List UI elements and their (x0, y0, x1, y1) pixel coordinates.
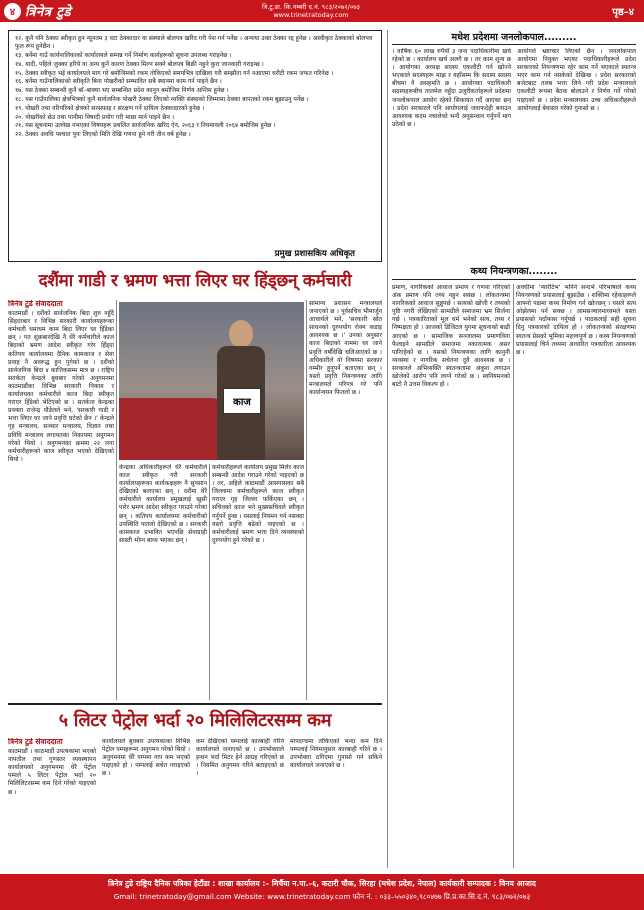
notice-item: १८. यस गाउँपालिका क्षेत्रभित्रको कुनै सार्वजनिक पोखरी ठेक्का लिएको व्यक्ति संस्थाको जिम्मामा ठेक्का बापतको रकम बुझाउनु पर्नेछ । (15, 96, 309, 104)
person-head (229, 320, 253, 348)
article2-column-2: कार्यालयले बुधबार उपत्यकाका विभिन्न पेट्रोल पम्पहरूमा अनुगमन गरेको थियो । अनुगमनमा धेरै पम्पमा नाप कम भएको पाइएको हो । पम्पलाई सचेत गराइएको छ । (102, 738, 190, 778)
article-column: । वार्षिक ६० लाख रुपैयाँ ३ जना पदाधिकारीमा खर्च रहेको छ । कार्यालय खर्च अलगै छ । तर काम शून्य छ । आयोगका अध्यक्ष सदस्य एकलौटी गर्न खोज्ने भएकाले सदस्यहरू माझ र यहाँसम्म कि सदस्य सदस्य बीचमा नै असहमति छ । आयोगका पदाधिकारी सदस्यहरूबीच तालमेल नहुँदा उजुरीकर्ताहरूले प्रदेशमा जनलोकपाल आयोग रहेको सिकायत गर्दै आएका छन् । प्रदेश सरकारले पनि आयोगलाई जवाफदेही बनाउन आवश्यक कदम नचालेको भन्दै अनुसन्धान गर्नुपर्ने माग उठेको छ । (392, 48, 511, 128)
footer-bar (0, 874, 644, 910)
notice-item: २१. यस सूचनामा उल्लेख नभएका विषयहरू प्रचलित सार्वजनिक खरिद ऐन, २०६३ र नियमावली २०६४ बमोजिम हुनेछ । (15, 122, 276, 130)
notice-item: २०. पोखरीको छेउ तथा पानीमा विषादी प्रयोग गरी माछा मार्न पाइने छैन । (15, 113, 175, 121)
right-top-heading: मधेश प्रदेशमा जनलोकपाल......... (392, 30, 636, 45)
article2-column-1 (8, 738, 96, 868)
masthead-brand (4, 2, 71, 20)
notice-item: १६. बर्नेमा गाउँपालिकाको स्वीकृति बिना पोखरीको सम्भावित सबै स्थानमा काम गर्न पाइने छैन । (15, 78, 222, 86)
notice-item: १९. पोखरी तथा वरिपरिको क्षेत्रको सरसफाइ र संरक्षण गर्ने दायित्व ठेक्कादारको हुनेछ । (15, 104, 205, 112)
article1-column-4: सामान्य प्रशासन मन्त्रालयले जनाएको छ । पूर्वसचिव भीमार्जुन आचार्यले भने, 'सरकारी स्रोत साधनको दुरुपयोग रोक्न कडाइ आवश्यक छ ।' उनका अनुसार काज बिदाको नाममा घर जाने प्रवृत्ति वर्षौंदेखि चलिआएको छ । अधिकारीले यो विषयमा सरकार गम्भीर हुनुपर्ने बताएका छन् । यस्तो प्रवृत्ति नियन्त्रणका लागि मन्त्रालयले परिपत्र गरे पनि कार्यान्वयन फितलो छ । (309, 300, 382, 397)
column-section-heading: कथ्य नियन्त्रणका........ (392, 264, 636, 280)
article2-headline: ५ लिटर पेट्रोल भर्दा २० मिलिलिटरसम्म कम (58, 710, 332, 731)
website-line: www.trinetratoday.com (273, 11, 349, 19)
article2-column-3: कम देखिएको पम्पलाई कारबाही गरिने कार्यालयले जनाएको छ । उपभोक्ताले इन्धन भर्दा मिटर हेर्न आग्रह गरिएको छ । नियमित अनुगमन गरिने बताइएको छ । (196, 738, 284, 778)
article2-text: काठमाडौं । काठमाडौं उपत्यकामा भएको नापतौल तथा गुणस्तर व्यवस्थापन कार्यालयको अनुगमनमा धेरै पेट्रोल पम्पले ५ लिटर पेट्रोल भर्दा २० मिलिलिटरसम्म कम दिने गरेको पाइएको छ । (8, 748, 96, 796)
article2-byline: त्रिनेत्र टुडे संवाददाता (8, 738, 63, 746)
article-column: आयोगले भ्रष्टाचार लिएको छैन । जनलोकपाल आयोगमा नियुक्त भएका पदाधिकारीहरूले प्रदेश सरकारको नियन्त्रणमा रहेर काम गर्ने भएकाले स्वतन्त्र भएर काम गर्न नसकेको देखिन्छ । प्रदेश सरकारको बजेटबाट तलब भत्ता लिने गरी प्रदेश मन्त्रालयले एकलौटी रूपमा बैठक बोलाउने र निर्णय गर्ने गरेको पाइएको छ । प्रदेश मन्त्रालयका उच्च अधिकारीहरूले आयोगलाई बेवास्ता गरेको गुनासो छ । (517, 48, 636, 112)
section-divider (387, 30, 388, 868)
footer-publisher-line: त्रिनेत्र टुडे राष्ट्रिय दैनिक पत्रिका हेटौंडा : शाखा कार्यालय :– मिर्चैया न.पा.–६, कटारी चौक, सिरहा (मधेश प्रदेश, नेपाल) कार्यकारी सम्पादक : विनय आजाद (108, 879, 536, 888)
column-divider (209, 464, 210, 700)
notice-item: १२. कुनै पनि ठेक्का स्वीकृत हुन न्यूनतम ३ वटा ठेक्कादार वा संस्थाले बोलपत्र खरिद गरी पेश गर्न पर्नेछ । अन्यथा उक्त ठेक्का रद्द हुनेछ । अस्वीकृत ठेक्काको बोलपत्र फुल रूप हुनेछैन । (15, 35, 373, 51)
notice-signature: प्रमुख प्रशासकिय अधिकृत (274, 248, 355, 259)
article1-column-1 (8, 300, 114, 700)
newspaper-logo: त्रिनेत्र टुडे (25, 5, 71, 20)
article1-photo (119, 302, 304, 460)
photo-placard: काज (223, 388, 261, 414)
page-number-badge: ४ (4, 3, 21, 20)
notice-item: १५. ठेक्का स्वीकृत भई कार्यालयले माग गरे बमोजिमको रकम तोकिएको समयभित्र दाखिला गरी सम्झौता गर्न नआएमा धरौटी रकम जफत गरिनेछ । (15, 69, 334, 77)
car-shape (119, 398, 229, 460)
notice-item: २२. ठेक्का अवधि पश्चात पुनः लिएको मिति देखि गणना हुने गरी तीन वर्ष हुनेछ । (15, 131, 191, 139)
registration-line: त्रि.टु.डा. कि.नम्बरी द.नं. ९८३/२०७२/०७३ (262, 3, 360, 11)
column-divider (306, 300, 307, 700)
column-divider (116, 300, 117, 700)
notice-item: १७. यस ठेक्का सम्बन्धी कुनै बाँ–बाक्या भए सम्बन्धित प्रदेश कानुन बमोजिम निर्णय अन्तिम हुनेछ । (15, 87, 229, 95)
right-top-article (392, 48, 636, 260)
page-label: पृष्ठ–४ (612, 7, 634, 18)
article1-headline: दशैंमा गाडी र भ्रमण भत्ता लिएर घर हिंड्छन् कर्मचारी (38, 271, 352, 291)
tender-notice-box (8, 30, 382, 262)
notice-item: १३. बर्नेमा गाउँ कार्यपालिकाको कार्यालयले सम्पन्न गर्ने निर्माण कार्यहरूको सूचना उपलब्ध गराइनेछ । (15, 52, 232, 60)
article1-text: काठमाडौं । दशैंको सार्वजनिक बिदा शुरु नहुँदै सिंहदरबार र विभिन्न सरकारी कार्यालयहरूका कर्मचारी धमाधम काम बिदा लिएर घर हिँडेका छन् । गत शुक्रबारदेखि नै धेरै कर्मचारीले काज बिदाको भ्रमण आदेश स्वीकृत गरेर हिँड्दा कतिपय कार्यालयमा दैनिक कामकाज र सेवा प्रवाह नै अवरुद्ध हुन पुगेको छ । दशैंको सार्वजनिक बिदा ४ कात्तिकसम्म मात्र छ । राष्ट्रिय सतर्कता केन्द्रले बुधबार गरेको अनुगमनमा काठमाडौंका विभिन्न सरकारी निकाय र कार्यालयका कर्मचारीले काज बिदा स्वीकृत गराएर हिँडेको भेटिएको छ । सतर्कता केन्द्रका प्रवक्ता राजेन्द्र पौडेलले भने, 'सरकारी गाडी र भत्ता लिएर घर जाने प्रवृत्ति घटेको छैन ।' केन्द्रले गृह मन्त्रालय, सञ्चार मन्त्रालय, विज्ञान तथा प्रविधि मन्त्रालय लगायतका निकायमा अनुगमन गरेको थियो । अनुगमनका क्रममा २२ जना कर्मचारीहरूको काज स्वीकृत भएको देखिएको थियो । (8, 310, 114, 463)
column-section-col-1: प्रमाण, नागरिकको आवाज प्रमाण र गणना गरिएको अंक प्रमाण पनि तथ्य नहुन सक्छ । लोकतन्त्रमा नागरिकको आवाज सुन्नुपर्छ । सत्यको खोजी र तथ्यको पुष्टि नगरी लेखिएको सामग्रीले समाजमा भ्रम सिर्जना गर्छ । पत्रकारिताको मूल धर्म भनेको सत्य, तथ्य र निष्पक्षता हो । आजको डिजिटल युगमा सूचनाको बाढी आएको छ । सामाजिक सञ्जालमा प्रमाणविना फैलाइने सामग्रीले समाजमा नकारात्मक असर पारिरहेको छ । यसको नियन्त्रणका लागि कानुनी व्यवस्था र नागरिक सचेतना दुवै आवश्यक छ । सरकारले अभिव्यक्ति स्वतन्त्रतामा अंकुश लगाउन खोजेको आरोप पनि लाग्ने गरेको छ । स्वनियमनको बाटो नै उत्तम विकल्प हो । (392, 284, 510, 389)
column-section-col-2: अवधीमा 'न्यारेटिभ' भनिने सन्दर्भ परिभाषाले कथ्य नियन्त्रणको प्रयासलाई बुझाउँछ । शक्तिमा रहेकाहरूले आफ्नो पक्षमा कथ्य निर्माण गर्न खोज्छन् । यसले सत्य ओझेलमा पर्न सक्छ । आमसञ्चारमाध्यमले यस्ता प्रयासको पर्दाफास गर्नुपर्छ । पाठकलाई सही सूचना दिनु पत्रकारको दायित्व हो । लोकतन्त्रको संरक्षणमा स्वतन्त्र प्रेसको भूमिका महत्त्वपूर्ण छ । कथ्य नियन्त्रणको प्रयासलाई चिर्न तथ्यमा आधारित पत्रकारिता आवश्यक छ । (516, 284, 636, 356)
article2-column-4: मापदण्डमा तोकिएको भन्दा कम दिने पम्पलाई नियमानुसार कारबाही गरिने छ । उपभोक्ता ठगिएमा गुनासो गर्न सकिने कार्यालयले जनाएको छ । (290, 738, 382, 770)
column-divider (513, 284, 514, 868)
article1-column-3: कर्मचारीहरूले कार्यालय प्रमुख मिलेर काज सम्बन्धी आदेश गराउने गरेको पाइएको छ । तर, अहिले काठमाडौं आसपासका सबै जिल्लामा कर्मचारीहरूले काज स्वीकृत गराएर गृह जिल्ला फर्किएका छन् । सचिवको काज भने मुख्यसचिवले स्वीकृत गर्नुपर्ने हुन्छ । यसलाई नियमन गर्न नसक्दा यस्तो प्रवृत्ति बढेको पाइएको छ । कर्मचारीलाई भ्रमण भत्ता दिने व्यवस्थाको दुरुपयोग हुने गरेको छ । (212, 464, 304, 544)
article1-byline: त्रिनेत्र टुडे संवाददाता (8, 300, 63, 308)
masthead (0, 0, 644, 22)
article1-column-2: केन्द्रका अधिकारीहरूले धेरै कर्मचारीले काज स्वीकृत गरी सरकारी कार्यालयहरूका कार्यकक्षहरू नै सुनसान देखिएको बताएका छन् । दशैंमा धेरै कर्मचारीले कार्यालय प्रमुखलाई खुसी पारेर भ्रमण आदेश स्वीकृत गराउने गरेका छन् । कतिपय कार्यालयमा कर्मचारीको उपस्थिति पातलो देखिएको छ । सरकारी कामकाज प्रभावित भएपछि सेवाग्राही सास्ती भोग्न बाध्य भएका छन् । (119, 464, 207, 544)
notice-item: १४. यादी, पहिले जुक्का हरिये वा अन्य कुनै कारण ठेक्का मिल्न सक्ने बोलपत्र बिक्री नहुने कुरा जानकारी गराइन्छ । (15, 60, 264, 68)
footer-contact-line: Gmail: trinetratoday@gmail.com Website: www.trinetratoday.com फोन नं. : ०३३–५५०३४०,९८०४७७ प्रि.प्र.का.सि.द.नं. ९८३/०७२/०७३ (113, 892, 531, 901)
article-separator (8, 703, 382, 705)
registration-info (262, 3, 360, 19)
